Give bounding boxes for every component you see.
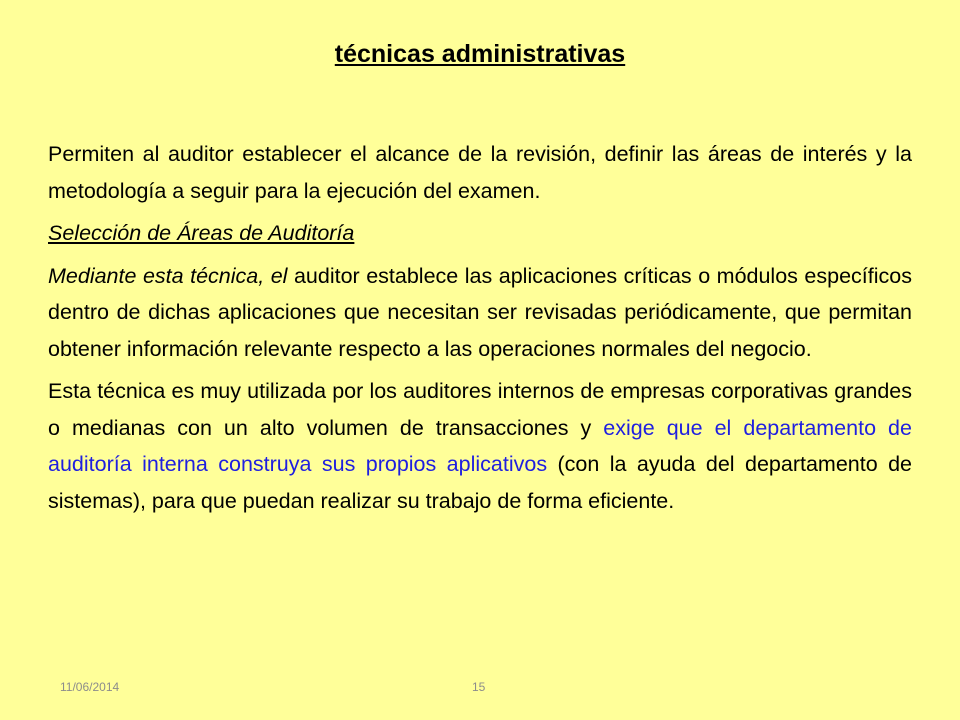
technique-paragraph-text: auditor establece las aplicaciones críticas o módulos específicos dentro de dichas aplicaciones que necesitan ser revisadas periódicamente, que permitan obtener información relevante respecto a las operaciones normales del negocio. xyxy=(48,263,912,361)
section-subheading: Selección de Áreas de Auditoría xyxy=(48,221,355,245)
footer-date: 11/06/2014 xyxy=(60,680,120,694)
footer-page-number: 15 xyxy=(472,680,486,694)
technique-paragraph-italic: Mediante esta técnica, el xyxy=(48,263,288,288)
usage-paragraph-start: Esta técnica es muy utilizada por los auditores internos de empresas corporativas grandes o medianas con un alto volumen de transacciones y xyxy=(48,379,912,440)
slide-title: técnicas administrativas xyxy=(334,40,626,68)
technique-paragraph xyxy=(48,258,912,368)
usage-paragraph xyxy=(48,373,912,519)
slide-content xyxy=(48,136,912,525)
usage-paragraph-highlight: exige que el departamento de auditoría interna construya sus propios aplicativos xyxy=(48,415,912,476)
usage-paragraph-end: (con la ayuda del departamento de sistemas), para que puedan realizar su trabajo de forma eficiente. xyxy=(48,452,913,513)
intro-paragraph: Permiten al auditor establecer el alcance de la revisión, definir las áreas de interés y la metodología a seguir para la ejecución del examen. xyxy=(48,142,912,203)
